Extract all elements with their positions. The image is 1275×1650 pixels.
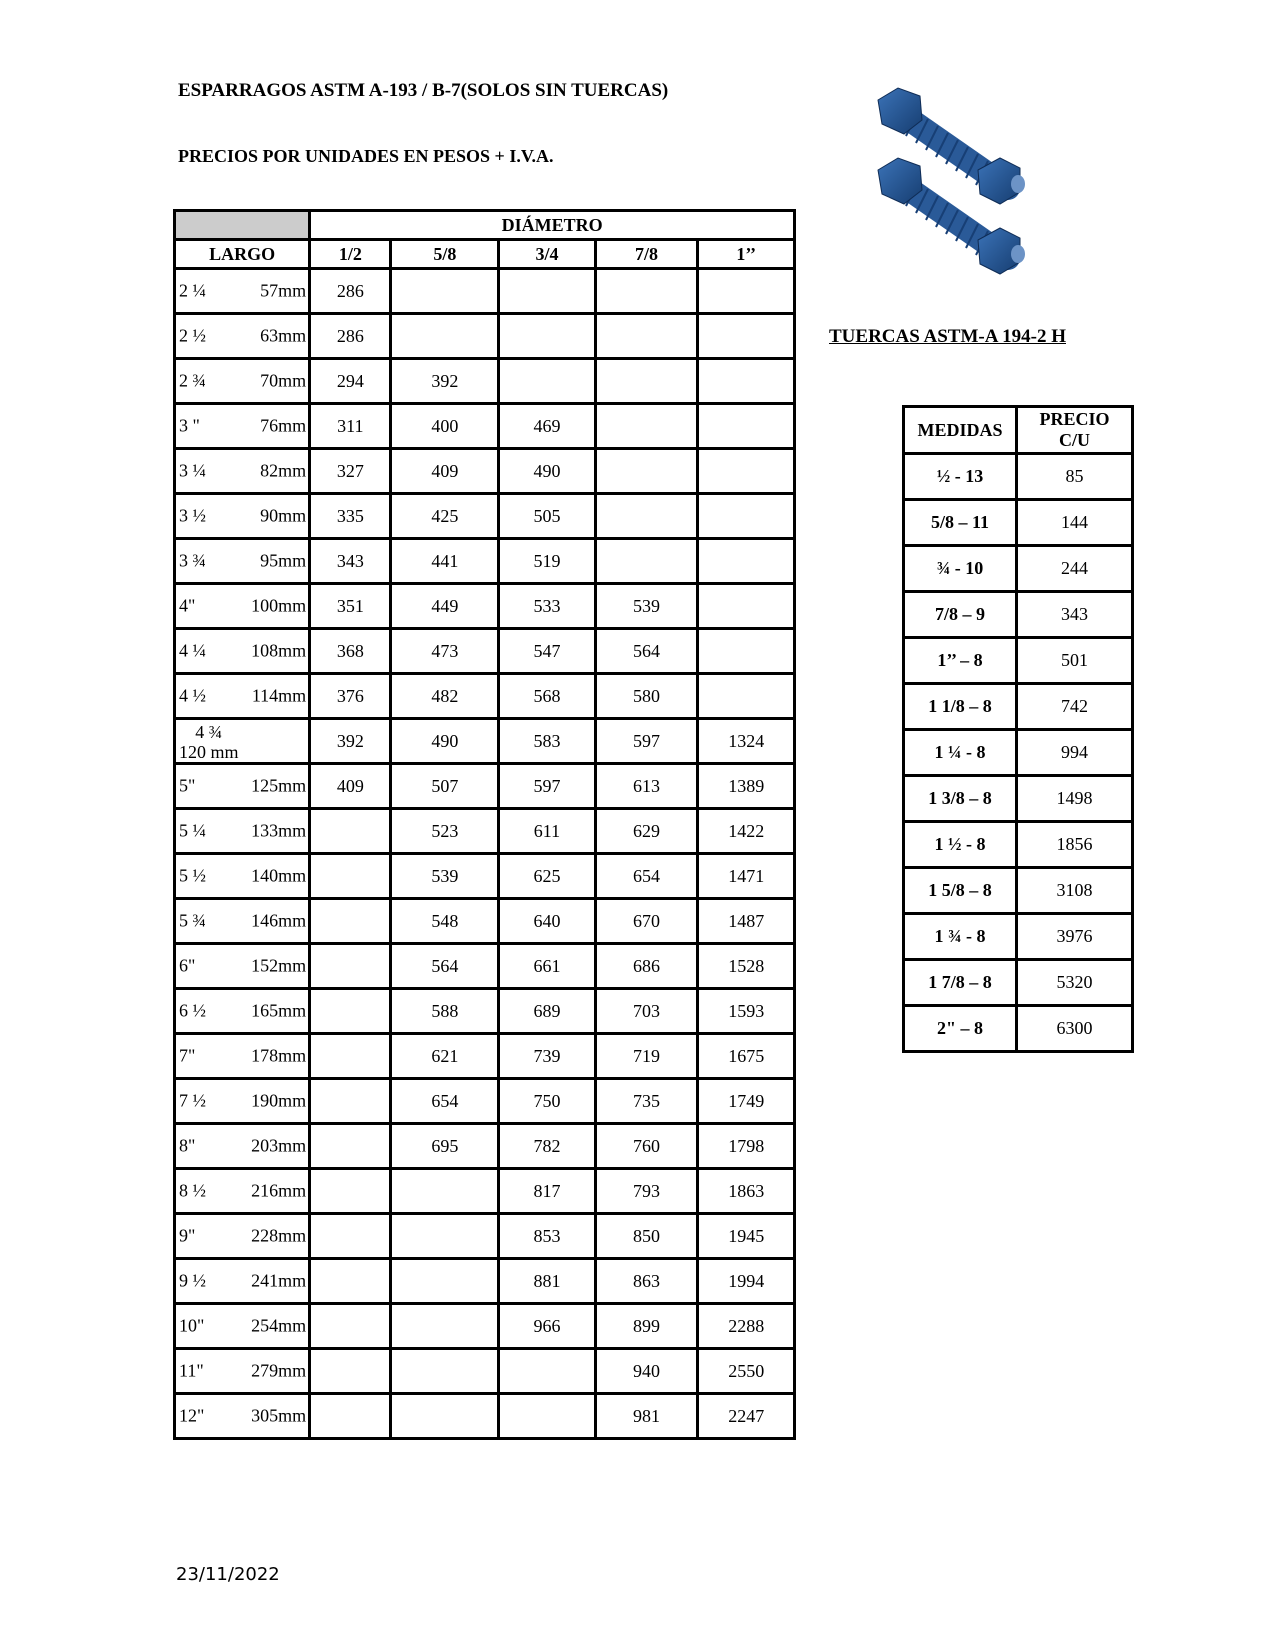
price-cell xyxy=(310,1394,391,1439)
length-inch: 5 ¼ xyxy=(179,820,206,841)
nut-price-cell: 144 xyxy=(1017,500,1133,546)
price-cell: 881 xyxy=(499,1259,596,1304)
table-row xyxy=(175,359,795,404)
length-inch: 2 ¾ xyxy=(179,370,206,391)
length-cell xyxy=(175,584,310,629)
price-cell xyxy=(310,989,391,1034)
price-cell: 469 xyxy=(499,404,596,449)
table-row xyxy=(175,1394,795,1439)
length-mm: 254mm xyxy=(251,1315,307,1336)
length-mm: 70mm xyxy=(260,370,307,391)
price-cell xyxy=(310,1304,391,1349)
price-cell: 689 xyxy=(499,989,596,1034)
table-row xyxy=(175,314,795,359)
table-row xyxy=(175,674,795,719)
length-inch: 5 ½ xyxy=(179,865,206,886)
price-cell: 629 xyxy=(595,809,698,854)
nut-size-cell: 1 7/8 – 8 xyxy=(904,960,1017,1006)
length-inch: 12" xyxy=(179,1405,205,1426)
document-date: 23/11/2022 xyxy=(176,1564,280,1585)
price-cell: 539 xyxy=(391,854,499,899)
price-cell xyxy=(391,1259,499,1304)
precio-header xyxy=(1017,407,1133,454)
table-row xyxy=(175,1169,795,1214)
table-row xyxy=(175,854,795,899)
price-cell xyxy=(595,359,698,404)
nut-size-cell: ½ - 13 xyxy=(904,454,1017,500)
length-mm: 82mm xyxy=(260,460,307,481)
table-row xyxy=(175,629,795,674)
blank-header-cell xyxy=(175,211,310,240)
price-cell xyxy=(595,539,698,584)
table-row xyxy=(175,1034,795,1079)
length-mm: 120 mm xyxy=(179,742,239,762)
price-cell: 519 xyxy=(499,539,596,584)
table-row xyxy=(175,1214,795,1259)
stud-price-table xyxy=(173,209,796,1440)
price-cell: 392 xyxy=(391,359,499,404)
price-cell: 1487 xyxy=(698,899,795,944)
price-cell: 719 xyxy=(595,1034,698,1079)
price-cell xyxy=(698,584,795,629)
nut-price-table xyxy=(902,405,1134,1053)
length-inch: 4 ¼ xyxy=(179,640,206,661)
nut-size-cell: 1’’ – 8 xyxy=(904,638,1017,684)
table-row xyxy=(904,684,1133,730)
price-cell: 1471 xyxy=(698,854,795,899)
price-cell xyxy=(698,359,795,404)
price-cell: 1945 xyxy=(698,1214,795,1259)
nut-size-cell: 1 3/8 – 8 xyxy=(904,776,1017,822)
nut-price-cell: 742 xyxy=(1017,684,1133,730)
length-cell xyxy=(175,314,310,359)
price-cell xyxy=(310,944,391,989)
length-inch: 2 ½ xyxy=(179,325,206,346)
table-row xyxy=(904,454,1133,500)
nut-price-cell: 343 xyxy=(1017,592,1133,638)
length-inch: 7 ½ xyxy=(179,1090,206,1111)
length-mm: 108mm xyxy=(251,640,307,661)
nut-price-cell: 85 xyxy=(1017,454,1133,500)
table-row xyxy=(904,546,1133,592)
length-inch: 5" xyxy=(179,775,196,796)
price-cell: 547 xyxy=(499,629,596,674)
price-cell xyxy=(310,1079,391,1124)
length-inch: 6 ½ xyxy=(179,1000,206,1021)
price-cell xyxy=(595,404,698,449)
nut-size-cell: 1 1/8 – 8 xyxy=(904,684,1017,730)
price-cell: 621 xyxy=(391,1034,499,1079)
price-cell xyxy=(499,1394,596,1439)
price-cell: 1675 xyxy=(698,1034,795,1079)
length-mm: 228mm xyxy=(251,1225,307,1246)
price-cell: 425 xyxy=(391,494,499,539)
length-cell xyxy=(175,1259,310,1304)
document-title: ESPARRAGOS ASTM A-193 / B-7(SOLOS SIN TUERCAS) xyxy=(178,80,669,101)
price-cell xyxy=(310,1259,391,1304)
length-mm: 152mm xyxy=(251,955,307,976)
length-inch: 4 ¾ xyxy=(195,722,223,742)
price-cell xyxy=(698,314,795,359)
length-inch: 9 ½ xyxy=(179,1270,206,1291)
length-mm: 279mm xyxy=(251,1360,307,1381)
nut-size-cell: ¾ - 10 xyxy=(904,546,1017,592)
length-cell xyxy=(175,494,310,539)
price-cell xyxy=(310,809,391,854)
price-cell: 613 xyxy=(595,764,698,809)
length-mm: 241mm xyxy=(251,1270,307,1291)
price-cell xyxy=(391,1304,499,1349)
price-cell xyxy=(698,404,795,449)
price-cell xyxy=(698,674,795,719)
length-inch: 8" xyxy=(179,1135,196,1156)
price-cell: 611 xyxy=(499,809,596,854)
price-cell: 1528 xyxy=(698,944,795,989)
length-cell xyxy=(175,1214,310,1259)
price-cell: 564 xyxy=(391,944,499,989)
price-cell: 2550 xyxy=(698,1349,795,1394)
length-cell xyxy=(175,944,310,989)
price-cell: 1324 xyxy=(698,719,795,764)
price-cell: 940 xyxy=(595,1349,698,1394)
table-row xyxy=(175,1304,795,1349)
price-cell: 817 xyxy=(499,1169,596,1214)
price-cell: 2247 xyxy=(698,1394,795,1439)
nut-price-cell: 6300 xyxy=(1017,1006,1133,1052)
price-cell: 335 xyxy=(310,494,391,539)
length-inch: 3 ½ xyxy=(179,505,206,526)
table-row xyxy=(904,592,1133,638)
table-row xyxy=(175,269,795,314)
price-cell: 482 xyxy=(391,674,499,719)
price-cell xyxy=(499,269,596,314)
price-cell xyxy=(391,1214,499,1259)
price-cell: 580 xyxy=(595,674,698,719)
length-cell xyxy=(175,359,310,404)
table-row xyxy=(904,1006,1133,1052)
nut-price-cell: 5320 xyxy=(1017,960,1133,1006)
length-mm: 133mm xyxy=(251,820,307,841)
length-cell xyxy=(175,809,310,854)
length-inch: 5 ¾ xyxy=(179,910,206,931)
nut-size-cell: 1 5/8 – 8 xyxy=(904,868,1017,914)
table-row xyxy=(175,449,795,494)
length-cell xyxy=(175,989,310,1034)
nut-price-cell: 3108 xyxy=(1017,868,1133,914)
price-cell xyxy=(391,1394,499,1439)
price-cell: 899 xyxy=(595,1304,698,1349)
length-mm: 95mm xyxy=(260,550,307,571)
price-cell: 548 xyxy=(391,899,499,944)
price-cell: 654 xyxy=(391,1079,499,1124)
price-cell: 695 xyxy=(391,1124,499,1169)
nut-size-cell: 1 ½ - 8 xyxy=(904,822,1017,868)
nut-size-cell: 7/8 – 9 xyxy=(904,592,1017,638)
price-cell: 568 xyxy=(499,674,596,719)
price-cell: 625 xyxy=(499,854,596,899)
price-cell: 1593 xyxy=(698,989,795,1034)
nut-price-cell: 1856 xyxy=(1017,822,1133,868)
length-mm: 305mm xyxy=(251,1405,307,1426)
length-mm: 165mm xyxy=(251,1000,307,1021)
table-row xyxy=(175,719,795,764)
price-cell xyxy=(310,1169,391,1214)
table-row xyxy=(904,500,1133,546)
length-cell xyxy=(175,404,310,449)
length-cell xyxy=(175,764,310,809)
length-cell xyxy=(175,1304,310,1349)
price-cell: 739 xyxy=(499,1034,596,1079)
length-cell xyxy=(175,1349,310,1394)
price-cell xyxy=(698,539,795,584)
price-cell xyxy=(310,854,391,899)
nut-price-cell: 501 xyxy=(1017,638,1133,684)
price-cell: 1422 xyxy=(698,809,795,854)
length-inch: 9" xyxy=(179,1225,196,1246)
length-cell xyxy=(175,269,310,314)
column-header: 3/4 xyxy=(499,240,596,269)
medidas-header: MEDIDAS xyxy=(904,407,1017,454)
nut-size-cell: 1 ¾ - 8 xyxy=(904,914,1017,960)
length-cell xyxy=(175,674,310,719)
length-inch: 4" xyxy=(179,595,196,616)
price-cell: 441 xyxy=(391,539,499,584)
price-cell: 523 xyxy=(391,809,499,854)
price-cell: 703 xyxy=(595,989,698,1034)
price-cell: 311 xyxy=(310,404,391,449)
table-row xyxy=(175,494,795,539)
price-cell xyxy=(499,314,596,359)
price-cell xyxy=(698,494,795,539)
length-inch: 3 ¼ xyxy=(179,460,206,481)
column-header: 7/8 xyxy=(595,240,698,269)
price-cell xyxy=(310,1349,391,1394)
price-cell xyxy=(391,269,499,314)
price-cell: 853 xyxy=(499,1214,596,1259)
price-cell: 2288 xyxy=(698,1304,795,1349)
price-cell: 505 xyxy=(499,494,596,539)
length-header: LARGO xyxy=(175,240,310,269)
price-cell: 760 xyxy=(595,1124,698,1169)
price-cell: 782 xyxy=(499,1124,596,1169)
price-cell: 473 xyxy=(391,629,499,674)
price-cell: 490 xyxy=(499,449,596,494)
length-mm: 178mm xyxy=(251,1045,307,1066)
table-row xyxy=(175,809,795,854)
price-cell: 661 xyxy=(499,944,596,989)
price-cell xyxy=(310,1214,391,1259)
price-cell: 793 xyxy=(595,1169,698,1214)
length-mm: 114mm xyxy=(251,685,307,706)
length-inch: 3 ¾ xyxy=(179,550,206,571)
length-cell xyxy=(175,1079,310,1124)
table-row xyxy=(904,914,1133,960)
price-cell: 863 xyxy=(595,1259,698,1304)
length-cell xyxy=(175,1394,310,1439)
price-cell: 286 xyxy=(310,269,391,314)
price-cell: 343 xyxy=(310,539,391,584)
length-mm: 76mm xyxy=(260,415,307,436)
table-row xyxy=(175,989,795,1034)
price-cell: 981 xyxy=(595,1394,698,1439)
price-cell xyxy=(499,359,596,404)
nut-price-cell: 994 xyxy=(1017,730,1133,776)
table-row xyxy=(175,1259,795,1304)
length-mm: 100mm xyxy=(251,595,307,616)
price-cell: 327 xyxy=(310,449,391,494)
nut-size-cell: 5/8 – 11 xyxy=(904,500,1017,546)
price-cell: 1994 xyxy=(698,1259,795,1304)
price-cell: 351 xyxy=(310,584,391,629)
table-row xyxy=(175,1124,795,1169)
length-inch: 3 " xyxy=(179,415,200,436)
price-cell: 966 xyxy=(499,1304,596,1349)
length-inch: 2 ¼ xyxy=(179,280,206,301)
table-row xyxy=(904,730,1133,776)
length-cell xyxy=(175,629,310,674)
price-cell: 507 xyxy=(391,764,499,809)
price-cell: 533 xyxy=(499,584,596,629)
table-row xyxy=(175,1079,795,1124)
table-row xyxy=(175,584,795,629)
price-cell: 1798 xyxy=(698,1124,795,1169)
length-inch: 4 ½ xyxy=(179,685,206,706)
table-row xyxy=(904,776,1133,822)
document-subtitle: PRECIOS POR UNIDADES EN PESOS + I.V.A. xyxy=(178,146,554,166)
price-cell: 735 xyxy=(595,1079,698,1124)
price-cell xyxy=(310,899,391,944)
price-cell: 1389 xyxy=(698,764,795,809)
precio-header-line2: C/U xyxy=(1059,430,1090,450)
length-cell xyxy=(175,449,310,494)
price-cell: 286 xyxy=(310,314,391,359)
length-inch: 10" xyxy=(179,1315,205,1336)
length-inch: 6" xyxy=(179,955,196,976)
nut-price-cell: 3976 xyxy=(1017,914,1133,960)
price-cell xyxy=(391,1349,499,1394)
price-cell: 376 xyxy=(310,674,391,719)
length-mm: 90mm xyxy=(260,505,307,526)
price-cell xyxy=(595,269,698,314)
price-cell xyxy=(595,449,698,494)
price-cell: 400 xyxy=(391,404,499,449)
price-cell: 449 xyxy=(391,584,499,629)
price-cell: 368 xyxy=(310,629,391,674)
length-mm: 57mm xyxy=(260,280,307,301)
length-mm: 216mm xyxy=(251,1180,307,1201)
column-header: 1/2 xyxy=(310,240,391,269)
table-row xyxy=(175,764,795,809)
nut-size-cell: 1 ¼ - 8 xyxy=(904,730,1017,776)
length-cell xyxy=(175,899,310,944)
precio-header-line1: PRECIO xyxy=(1039,409,1110,429)
price-cell xyxy=(499,1349,596,1394)
length-mm: 63mm xyxy=(260,325,307,346)
price-cell: 597 xyxy=(499,764,596,809)
price-cell xyxy=(698,269,795,314)
table-row xyxy=(175,899,795,944)
price-cell xyxy=(595,314,698,359)
price-cell: 1749 xyxy=(698,1079,795,1124)
length-mm: 140mm xyxy=(251,865,307,886)
price-cell: 1863 xyxy=(698,1169,795,1214)
length-cell xyxy=(175,719,310,764)
price-cell: 539 xyxy=(595,584,698,629)
length-cell xyxy=(175,1169,310,1214)
length-mm: 190mm xyxy=(251,1090,307,1111)
table-row xyxy=(904,868,1133,914)
length-mm: 146mm xyxy=(251,910,307,931)
length-mm: 203mm xyxy=(251,1135,307,1156)
table-row xyxy=(175,404,795,449)
price-cell xyxy=(698,449,795,494)
length-cell xyxy=(175,539,310,584)
price-cell xyxy=(595,494,698,539)
table-row xyxy=(175,539,795,584)
price-cell: 850 xyxy=(595,1214,698,1259)
price-cell xyxy=(391,1169,499,1214)
price-cell: 392 xyxy=(310,719,391,764)
nut-price-cell: 244 xyxy=(1017,546,1133,592)
length-cell xyxy=(175,1124,310,1169)
length-inch: 8 ½ xyxy=(179,1180,206,1201)
column-header: 5/8 xyxy=(391,240,499,269)
price-cell: 670 xyxy=(595,899,698,944)
price-cell xyxy=(391,314,499,359)
length-cell xyxy=(175,854,310,899)
nut-price-cell: 1498 xyxy=(1017,776,1133,822)
price-cell: 409 xyxy=(391,449,499,494)
price-cell: 597 xyxy=(595,719,698,764)
nut-size-cell: 2" – 8 xyxy=(904,1006,1017,1052)
table-row xyxy=(904,822,1133,868)
length-mm: 125mm xyxy=(251,775,307,796)
table-row xyxy=(175,1349,795,1394)
price-cell xyxy=(310,1034,391,1079)
price-cell: 654 xyxy=(595,854,698,899)
diameter-header: DIÁMETRO xyxy=(310,211,795,240)
nuts-title: TUERCAS ASTM-A 194-2 H xyxy=(829,326,1066,347)
price-cell xyxy=(698,629,795,674)
price-cell xyxy=(310,1124,391,1169)
table-row xyxy=(904,638,1133,684)
stud-bolt-with-nuts-image xyxy=(868,80,1068,300)
length-inch: 11" xyxy=(179,1360,204,1381)
price-cell: 640 xyxy=(499,899,596,944)
price-cell: 294 xyxy=(310,359,391,404)
table-row xyxy=(904,960,1133,1006)
length-cell xyxy=(175,1034,310,1079)
price-cell: 588 xyxy=(391,989,499,1034)
price-cell: 686 xyxy=(595,944,698,989)
price-cell: 409 xyxy=(310,764,391,809)
price-cell: 583 xyxy=(499,719,596,764)
length-inch: 7" xyxy=(179,1045,196,1066)
price-cell: 750 xyxy=(499,1079,596,1124)
table-row xyxy=(175,944,795,989)
price-cell: 564 xyxy=(595,629,698,674)
price-cell: 490 xyxy=(391,719,499,764)
column-header: 1’’ xyxy=(698,240,795,269)
